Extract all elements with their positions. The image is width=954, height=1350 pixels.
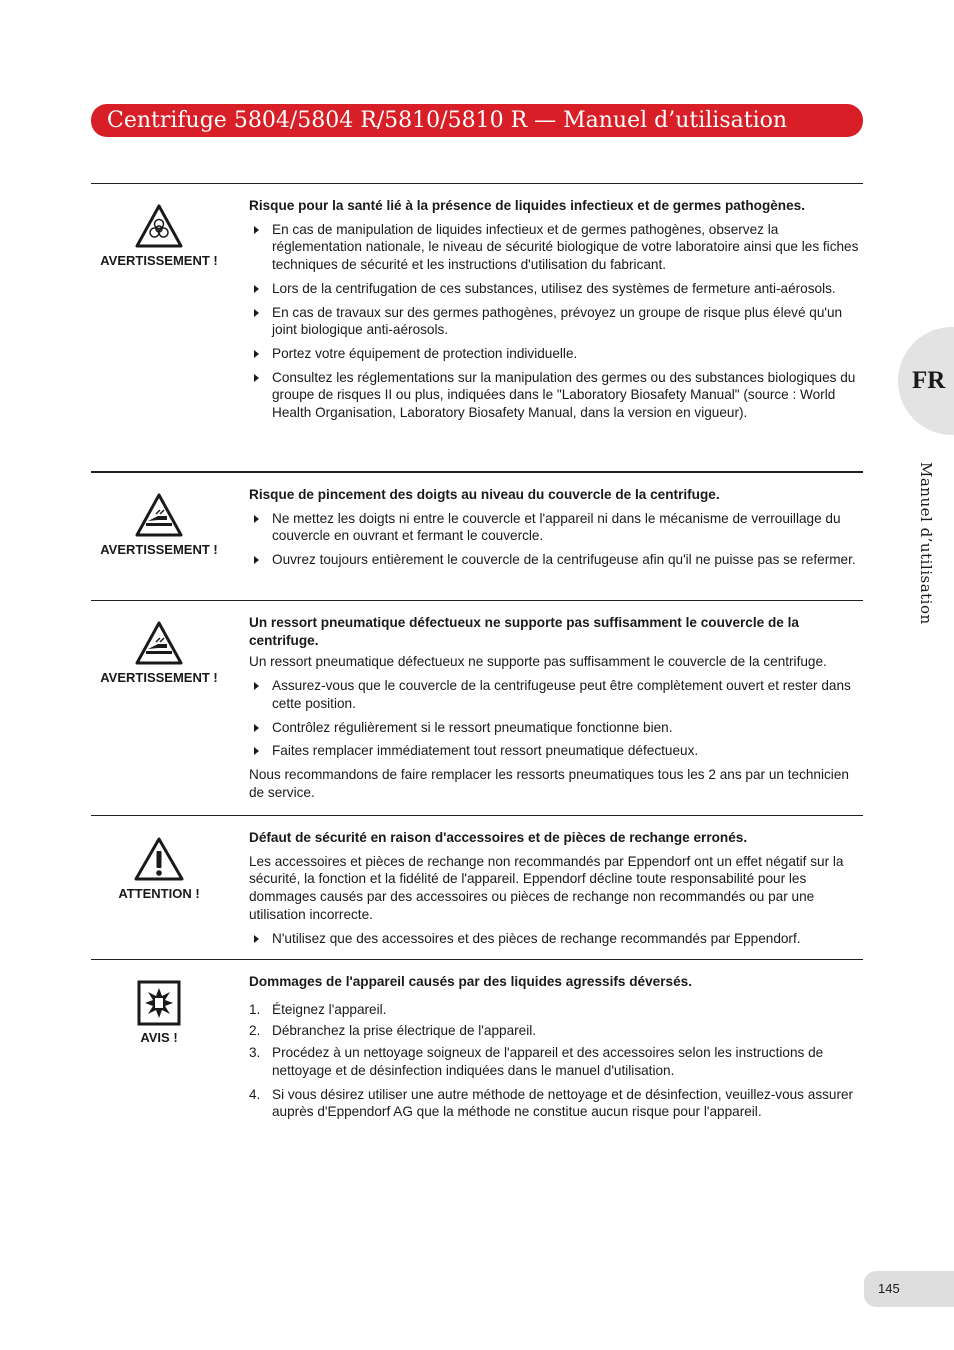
section-side-label: Manuel d’utilisation [917, 462, 935, 625]
warning-outro: Nous recommandons de faire remplacer les ressorts pneumatiques tous les 2 ans par un technicien de service. [249, 766, 849, 800]
list-item: Contrôlez régulièrement si le ressort pneumatique fonctionne bien. [249, 719, 863, 737]
bullet-arrow-icon [254, 226, 259, 234]
bullet-arrow-icon [254, 724, 259, 732]
list-item: En cas de manipulation de liquides infectieux et de germes pathogènes, observez la réglementation nationale, le niveau de sécurité biologique de votre laboratoire ainsi que les fiches techniques de sécurité et les instructions d'utilisation du fabricant. [249, 221, 863, 274]
warning-text [249, 973, 863, 1127]
warning-heading: Dommages de l'appareil causés par des liquides agressifs déversés. [249, 974, 692, 989]
page-number-tab [864, 1271, 954, 1307]
safety-block-biohazard [91, 183, 863, 472]
warning-heading: Défaut de sécurité en raison d'accessoires et de pièces de rechange erronés. [249, 830, 748, 845]
warning-label: ATTENTION ! [118, 886, 200, 901]
device-damage-icon [137, 980, 181, 1026]
bullet-arrow-icon [254, 747, 259, 755]
safety-block-gas-spring [91, 600, 863, 816]
list-item: Consultez les réglementations sur la manipulation des germes ou des substances biologiques du groupe de risques II ou plus, indiquées dans le "Laboratory Biosafety Manual" (source : World Health Organisation, Laboratory Biosafety Manual, dans la version en vigueur). [249, 369, 863, 422]
warning-heading: Risque pour la santé lié à la présence de liquides infectieux et de germes pathogènes. [249, 198, 806, 213]
instruction-list [249, 510, 863, 569]
list-item: Faites remplacer immédiatement tout ressort pneumatique défectueux. [249, 742, 863, 760]
warning-label: AVERTISSEMENT ! [100, 542, 218, 557]
list-item: Ne mettez les doigts ni entre le couvercle et l'appareil ni dans le mécanisme de verrouillage du couvercle en ouvrant et fermant le couvercle. [249, 510, 863, 545]
instruction-list [249, 677, 863, 760]
bullet-arrow-icon [254, 350, 259, 358]
icon-column [91, 620, 227, 685]
icon-column [91, 492, 227, 557]
list-item: En cas de travaux sur des germes pathogènes, prévoyez un groupe de risque plus élevé qu'un joint biologique anti-aérosols. [249, 304, 863, 339]
biohazard-warning-icon [134, 203, 184, 249]
icon-column [91, 203, 227, 268]
icon-column [91, 980, 227, 1045]
list-item: Lors de la centrifugation de ces substances, utilisez des systèmes de fermeture anti-aérosols. [249, 280, 863, 298]
warning-text [249, 486, 863, 575]
safety-block-notice [91, 959, 863, 1130]
warning-label: AVERTISSEMENT ! [100, 253, 218, 268]
list-item: 4. Si vous désirez utiliser une autre méthode de nettoyage et de désinfection, veuillez-vous assurer auprès d'Eppendorf AG que la méthode ne constitue aucun risque pour l'appareil. [249, 1086, 854, 1120]
safety-block-pinch [91, 471, 863, 602]
safety-block-accessories [91, 815, 863, 960]
exclamation-warning-icon [133, 836, 185, 882]
bullet-arrow-icon [254, 285, 259, 293]
bullet-arrow-icon [254, 682, 259, 690]
warning-text [249, 829, 863, 953]
warning-heading: Un ressort pneumatique défectueux ne supporte pas suffisamment le couvercle de la centrifuge. [249, 615, 799, 648]
language-tab [898, 327, 954, 435]
list-item: Assurez-vous que le couvercle de la centrifugeuse peut être complètement ouvert et rester dans cette position. [249, 677, 863, 712]
list-item: 1. Éteignez l'appareil. [249, 1001, 387, 1017]
page-title: Centrifuge 5804/5804 R/5810/5810 R — Manuel d’utilisation [107, 108, 788, 133]
bullet-arrow-icon [254, 374, 259, 382]
bullet-arrow-icon [254, 935, 259, 943]
list-item: Ouvrez toujours entièrement le couvercle de la centrifugeuse afin qu'il ne puisse pas se refermer. [249, 551, 863, 569]
list-item: Portez votre équipement de protection individuelle. [249, 345, 863, 363]
warning-intro: Les accessoires et pièces de rechange non recommandés par Eppendorf ont un effet négatif sur la sécurité, la fonction et la fidélité de l'appareil. Eppendorf décline toute responsabilité pour les dommages causés par des accessoires ou pièces de rechange non recommandés ou par une utilisation incorrecte. [249, 853, 844, 922]
bullet-arrow-icon [254, 309, 259, 317]
warning-text [249, 197, 863, 428]
warning-intro: Un ressort pneumatique défectueux ne supporte pas suffisamment le couvercle de la centrifuge. [249, 654, 827, 670]
page-number: 145 [878, 1281, 900, 1296]
instruction-list [249, 930, 863, 948]
language-code: FR [912, 367, 946, 394]
step-list [249, 1001, 863, 1121]
warning-label: AVIS ! [140, 1030, 178, 1045]
icon-column [91, 836, 227, 901]
warning-heading: Risque de pincement des doigts au niveau du couvercle de la centrifuge. [249, 487, 720, 502]
list-item: 2. Débranchez la prise électrique de l'appareil. [249, 1023, 537, 1039]
list-item: 3. Procédez à un nettoyage soigneux de l'appareil et des accessoires selon les instructions de nettoyage et de désinfection indiquées dans le manuel d'utilisation. [249, 1045, 824, 1078]
bullet-arrow-icon [254, 515, 259, 523]
warning-label: AVERTISSEMENT ! [100, 670, 218, 685]
hand-crush-warning-icon [134, 492, 184, 538]
list-item: N'utilisez que des accessoires et des pièces de rechange recommandés par Eppendorf. [249, 930, 863, 948]
bullet-arrow-icon [254, 556, 259, 564]
warning-text [249, 614, 863, 807]
hand-crush-warning-icon [134, 620, 184, 666]
instruction-list [249, 221, 863, 422]
header-bar [91, 104, 863, 137]
